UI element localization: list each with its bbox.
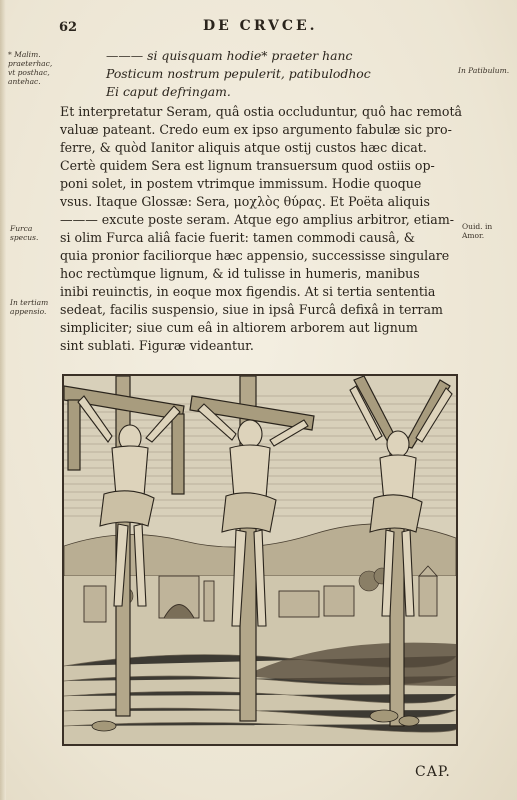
verse-line-2: Posticum nostrum pepulerit, patibulodhoc — [106, 66, 371, 81]
body-line: Certè quidem Sera est lignum transuersum quod ostiis op- — [60, 158, 435, 173]
verse-line-1 — [106, 48, 352, 63]
body-line: valuæ pateant. Credo eum ex ipso argumento fabulæ sic pro- — [60, 122, 452, 137]
body-line: inibi reuinctis, in eoque mox figendis. At si tertia sententia — [60, 284, 436, 299]
page-number: 62 — [59, 20, 78, 35]
verse-dash: ——— — [106, 48, 144, 63]
verse-line-1-text: si quisquam hodie* praeter hanc — [147, 48, 353, 63]
catchword: CAP. — [415, 764, 451, 780]
body-line: Et interpretatur Seram, quâ ostia occluduntur, quô hac remotâ — [60, 104, 463, 119]
body-line: hoc rectùmque lignum, & id tulisse in humeris, manibus — [60, 266, 420, 281]
body-line: simpliciter; siue cum eâ in altiorem arborem aut lignum — [60, 320, 418, 335]
engraving-drawing — [64, 376, 456, 744]
running-head: DE CRVCE. — [203, 18, 318, 34]
body-line: quia pronior faciliorque hæc appensio, successisse singulare — [60, 248, 450, 263]
body-line: si olim Furca aliâ facie fuerit: tamen commodi causâ, & — [60, 230, 416, 245]
body-line: sint sublati. Figuræ videantur. — [60, 338, 254, 353]
margin-note-furca: Furca specus. — [10, 224, 39, 242]
margin-note-tertiam: In tertiam appensio. — [10, 298, 49, 316]
body-line: sedeat, facilis suspensio, siue in ipsâ Furcâ defixâ in terram — [60, 302, 443, 317]
margin-note-patibulum: In Patibulum. — [458, 66, 510, 75]
margin-note-malim: * Malim. praeterhac, vt posthac, antehac. — [8, 50, 53, 86]
body-line: poni solet, in postem vtrimque immissum. Hodie quoque — [60, 176, 422, 191]
engraving-three-crucifixions — [62, 374, 458, 746]
gutter-shadow — [0, 0, 6, 800]
margin-note-ouid: Ouid. in Amor. — [462, 222, 493, 240]
body-line: vsus. Itaque Glossæ: Sera, μοχλὸς θύρας. Et Poëta aliquis — [60, 194, 430, 209]
body-line: ——— excute poste seram. Atque ego amplius arbitror, etiam- — [60, 212, 455, 227]
verse-line-3: Ei caput defringam. — [106, 84, 231, 99]
body-line: ferre, & quòd Ianitor aliquis atque ostij custos hæc dicat. — [60, 140, 427, 155]
